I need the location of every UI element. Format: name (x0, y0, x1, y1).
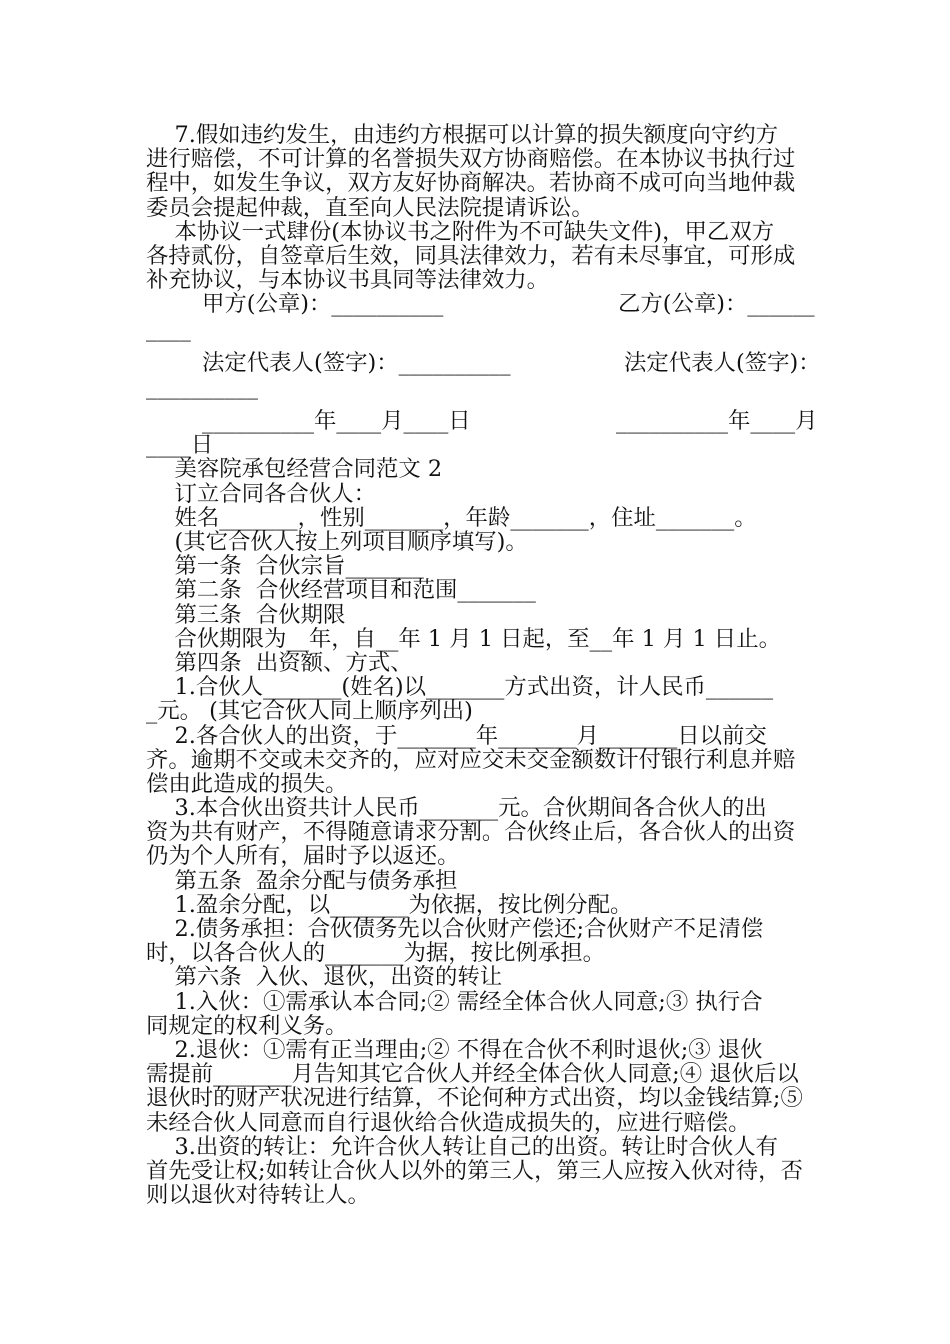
text-line: 则以退伙对待转让人。 (146, 1182, 370, 1209)
party-a-date: __________年____月____日 (202, 408, 471, 435)
text-line: 2.退伙：①需有正当理由;② 不得在合伙不利时退伙;③ 退伙 (146, 1036, 763, 1063)
text-line: 2.各合伙人的出资，于_______年_______月_______日以前交 (146, 722, 767, 749)
text-line: 1.入伙：①需承认本合同;② 需经全体合伙人同意;③ 执行合 (146, 988, 763, 1015)
text-line: 合伙期限为__年，自__年 1 月 1 日起，至__年 1 月 1 日止。 (146, 625, 781, 652)
text-line: 同规定的权利义务。 (146, 1012, 348, 1039)
text-line: 仍为个人所有，届时予以返还。 (146, 843, 460, 870)
text-line: 1.合伙人_______(姓名)以_______方式出资，计人民币______ (146, 674, 774, 701)
text-line: 首先受让权;如转让合伙人以外的第三人，第三人应按入伙对待，否 (146, 1157, 803, 1184)
representative-row (146, 349, 821, 376)
party-seal-row (146, 291, 815, 318)
party-b-date-continued: ____日 (146, 432, 214, 459)
party-b-representative-continued: __________ (146, 373, 258, 400)
text-line: 齐。逾期不交或未交齐的，应对应交未交金额数计付银行利息并赔 (146, 746, 796, 773)
clause-7-paragraph (146, 123, 810, 220)
signature-block (146, 291, 821, 459)
text-line: 进行赔偿，不可计算的名誉损失双方协商赔偿。在本协议书执行过 (146, 146, 796, 173)
article-heading: 第二条 合伙经营项目和范围_______ (146, 577, 536, 604)
text-line: 补充协议，与本协议书具同等法律效力。 (146, 267, 550, 294)
text-line: _元。 (其它合伙人同上顺序列出) (146, 698, 473, 725)
text-line: 时，以各合伙人的_______为据，按比例承担。 (146, 940, 606, 967)
party-a-representative: 法定代表人(签字)：__________ (202, 349, 511, 376)
text-line: 偿由此造成的损失。 (146, 770, 348, 797)
text-line: (其它合伙人按上列项目顺序填写)。 (146, 529, 528, 555)
party-b-seal-continued: ____ (146, 315, 191, 342)
text-line: 姓名_______，性别_______，年龄_______，住址_______。 (146, 504, 757, 531)
party-b-date: __________年____月 (616, 408, 818, 435)
copies-paragraph (146, 220, 810, 293)
text-line: 委员会提起仲裁，直至向人民法院提请诉讼。 (146, 194, 594, 221)
text-line: 1.盈余分配，以_______为依据，按比例分配。 (146, 891, 633, 918)
text-line: 各持贰份，自签章后生效，同具法律效力，若有未尽事宜，可形成 (146, 242, 796, 269)
party-a-seal: 甲方(公章)：__________ (202, 291, 444, 318)
text-line: 订立合同各合伙人： (146, 480, 376, 507)
party-b-seal: 乙方(公章)：______ (618, 291, 815, 318)
party-b-representative: 法定代表人(签字)： (624, 349, 821, 376)
article-heading: 第四条 出资额、方式、 (146, 649, 413, 676)
date-row (146, 408, 818, 435)
text-line: 资为共有财产，不得随意请求分割。合伙终止后，各合伙人的出资 (146, 819, 796, 846)
article-heading: 第三条 合伙期限 (146, 601, 346, 628)
article-heading: 第五条 盈余分配与债务承担 (146, 867, 458, 894)
text-line: 3.本合伙出资共计人民币_______元。合伙期间各合伙人的出 (146, 795, 767, 822)
text-line: 未经合伙人同意而自行退伙给合伙造成损失的，应进行赔偿。 (146, 1109, 751, 1136)
article-heading: 第六条 入伙、退伙，出资的转让 (146, 964, 503, 991)
text-line: 需提前_______月告知其它合伙人并经全体合伙人同意;④ 退伙后以 (146, 1061, 799, 1088)
text-line: 7.假如违约发生，由违约方根据可以计算的损失额度向守约方 (146, 122, 778, 148)
text-line: 2.债务承担：合伙债务先以合伙财产偿还;合伙财产不足清偿 (146, 916, 764, 942)
document-body (146, 122, 821, 1209)
text-line: 程中，如发生争议，双方友好协商解决。若协商不成可向当地仲裁 (146, 170, 796, 197)
contract-body (146, 457, 810, 1207)
text-line: 本协议一式肆份(本协议书之附件为不可缺失文件)，甲乙双方 (146, 218, 775, 245)
text-line: 退伙时的财产状况进行结算，不论何种方式出资，均以金钱结算;⑤ (146, 1085, 803, 1112)
text-line: 3.出资的转让：允许合伙人转让自己的出资。转让时合伙人有 (146, 1133, 778, 1160)
article-heading: 第一条 合伙宗旨_______ (146, 553, 424, 580)
section-title: 美容院承包经营合同范文 2 (146, 456, 443, 483)
